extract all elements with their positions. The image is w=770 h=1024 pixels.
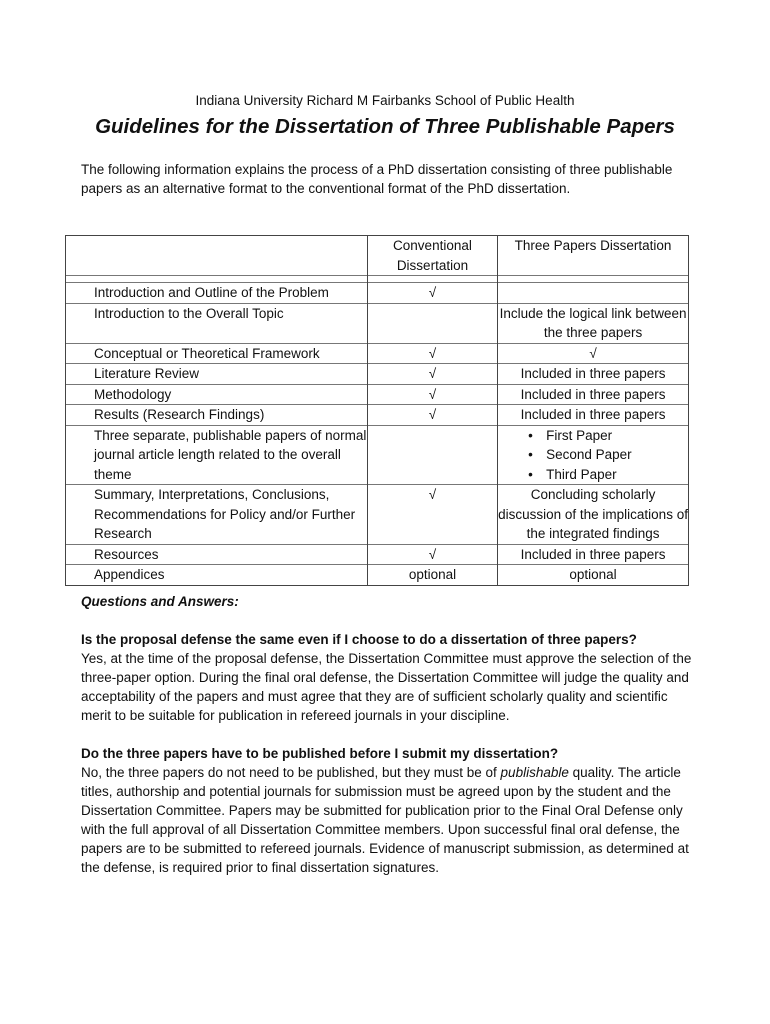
row-label: Methodology	[66, 384, 368, 405]
qa-heading: Questions and Answers:	[81, 594, 239, 609]
answer-2-text-after: quality. The article titles, authorship and potential journals for submission must be agreed upon by the student and the Dissertation Committee. Papers may be submitted for publication prior to the Final Oral Defense only with the full approval of all Dissertation Committee members. Upon successful final oral defense, the papers are to be submitted to refereed journals. Evidence of manuscript submission, as determined at the defense, is required prior to final dissertation signatures.	[81, 765, 689, 875]
answer-2	[81, 763, 693, 877]
row-conventional: √	[367, 485, 497, 545]
row-conventional: √	[367, 405, 497, 426]
row-three-papers: Included in three papers	[498, 384, 689, 405]
row-three-papers	[498, 283, 689, 304]
bullet-label: Second Paper	[546, 447, 632, 462]
row-three-papers: Include the logical link between the three papers	[498, 303, 689, 343]
header-empty-cell	[66, 236, 368, 276]
row-three-papers: Included in three papers	[498, 544, 689, 565]
table-row	[66, 544, 689, 565]
row-label: Three separate, publishable papers of normal journal article length related to the overall theme	[66, 425, 368, 485]
bullet-icon: •	[528, 427, 533, 443]
qa-block-2	[81, 744, 693, 877]
comparison-table	[65, 235, 689, 586]
row-label: Introduction to the Overall Topic	[66, 303, 368, 343]
row-three-papers: optional	[498, 565, 689, 586]
table-row	[66, 384, 689, 405]
row-conventional	[367, 425, 497, 485]
institution-name: Indiana University Richard M Fairbanks School of Public Health	[195, 93, 575, 108]
row-three-papers	[498, 425, 689, 485]
bullet-label: First Paper	[546, 427, 613, 443]
list-item	[498, 465, 688, 485]
table-row	[66, 565, 689, 586]
row-three-papers: Included in three papers	[498, 364, 689, 385]
intro-paragraph: The following information explains the process of a PhD dissertation consisting of three publishable papers as an alternative format to the conventional format of the PhD dissertation.	[81, 162, 673, 196]
row-conventional: √	[367, 364, 497, 385]
bullet-icon: •	[528, 447, 533, 462]
bullet-label: Third Paper	[546, 466, 617, 482]
table-row	[66, 303, 689, 343]
row-conventional: √	[367, 343, 497, 364]
answer-1: Yes, at the time of the proposal defense, the Dissertation Committee must approve the selection of the three-paper option. During the final oral defense, the Dissertation Committee will judge the quality and acceptability of the papers and must agree that they are of sufficient scholarly quality and scientific merit to be suitable for publication in refereed journals in your discipline.	[81, 651, 692, 723]
bullet-icon: •	[528, 466, 533, 482]
row-three-papers: √	[498, 343, 689, 364]
row-three-papers: Included in three papers	[498, 405, 689, 426]
row-label: Literature Review	[66, 364, 368, 385]
table-row	[66, 343, 689, 364]
row-label: Appendices	[66, 565, 368, 586]
row-conventional: √	[367, 544, 497, 565]
document-title: Guidelines for the Dissertation of Three Publishable Papers	[95, 115, 675, 138]
paper-bullet-list	[498, 426, 688, 485]
qa-block-1	[81, 630, 693, 725]
answer-2-text-before: No, the three papers do not need to be published, but they must be of	[81, 765, 501, 780]
header-conventional: Conventional Dissertation	[367, 236, 497, 276]
list-item	[498, 445, 688, 465]
table-row	[66, 425, 689, 485]
table-spacer-row	[66, 276, 689, 283]
row-three-papers: Concluding scholarly discussion of the implications of the integrated findings	[498, 485, 689, 545]
table-row	[66, 364, 689, 385]
table-header-row	[66, 236, 689, 276]
table-row	[66, 283, 689, 304]
row-label: Resources	[66, 544, 368, 565]
answer-2-emphasis: publishable	[500, 765, 569, 780]
table-row	[66, 485, 689, 545]
row-label: Results (Research Findings)	[66, 405, 368, 426]
row-label: Introduction and Outline of the Problem	[66, 283, 368, 304]
question-1: Is the proposal defense the same even if I choose to do a dissertation of three papers?	[81, 632, 637, 647]
row-label: Conceptual or Theoretical Framework	[66, 343, 368, 364]
question-2: Do the three papers have to be published before I submit my dissertation?	[81, 746, 559, 761]
list-item	[498, 426, 688, 446]
header-three-papers: Three Papers Dissertation	[498, 236, 689, 276]
row-conventional	[367, 303, 497, 343]
row-label: Summary, Interpretations, Conclusions, Recommendations for Policy and/or Further Research	[66, 485, 368, 545]
row-conventional: optional	[367, 565, 497, 586]
row-conventional: √	[367, 283, 497, 304]
row-conventional: √	[367, 384, 497, 405]
table-row	[66, 405, 689, 426]
